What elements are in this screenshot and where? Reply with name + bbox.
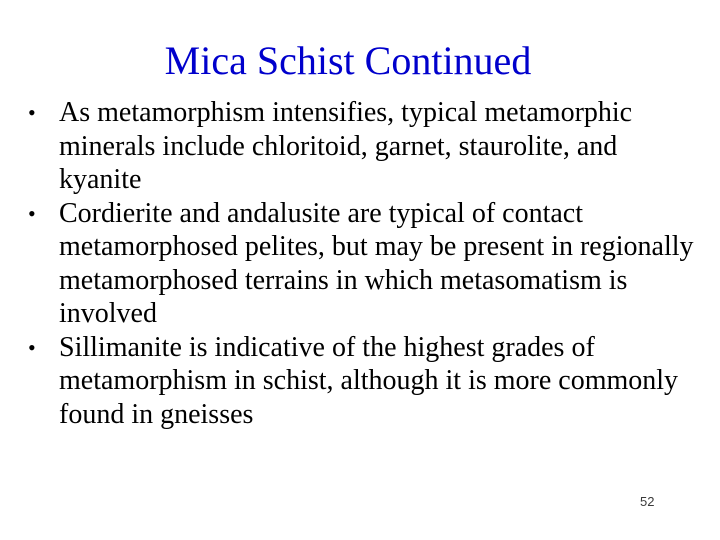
page-number: 52 (640, 494, 655, 509)
bullet-icon: • (28, 100, 36, 125)
bullet-item (28, 96, 700, 197)
bullet-icon: • (28, 200, 36, 226)
bullet-icon: • (28, 334, 36, 360)
bullet-text: As metamorphism intensifies, typical metamorphic minerals include chloritoid, garnet, staurolite, and kyanite (59, 97, 633, 195)
bullet-text: Sillimanite is indicative of the highest grades of metamorphism in schist, although it is more commonly found in gneisses (59, 331, 679, 430)
bullet-text: Cordierite and andalusite are typical of contact metamorphosed pelites, but may be present in regionally metamorphosed terrains in which metasomatism is involved (59, 197, 694, 329)
bullet-list (28, 96, 700, 431)
bullet-item (28, 197, 700, 331)
slide-title: Mica Schist Continued (164, 38, 532, 83)
bullet-item (28, 331, 700, 432)
